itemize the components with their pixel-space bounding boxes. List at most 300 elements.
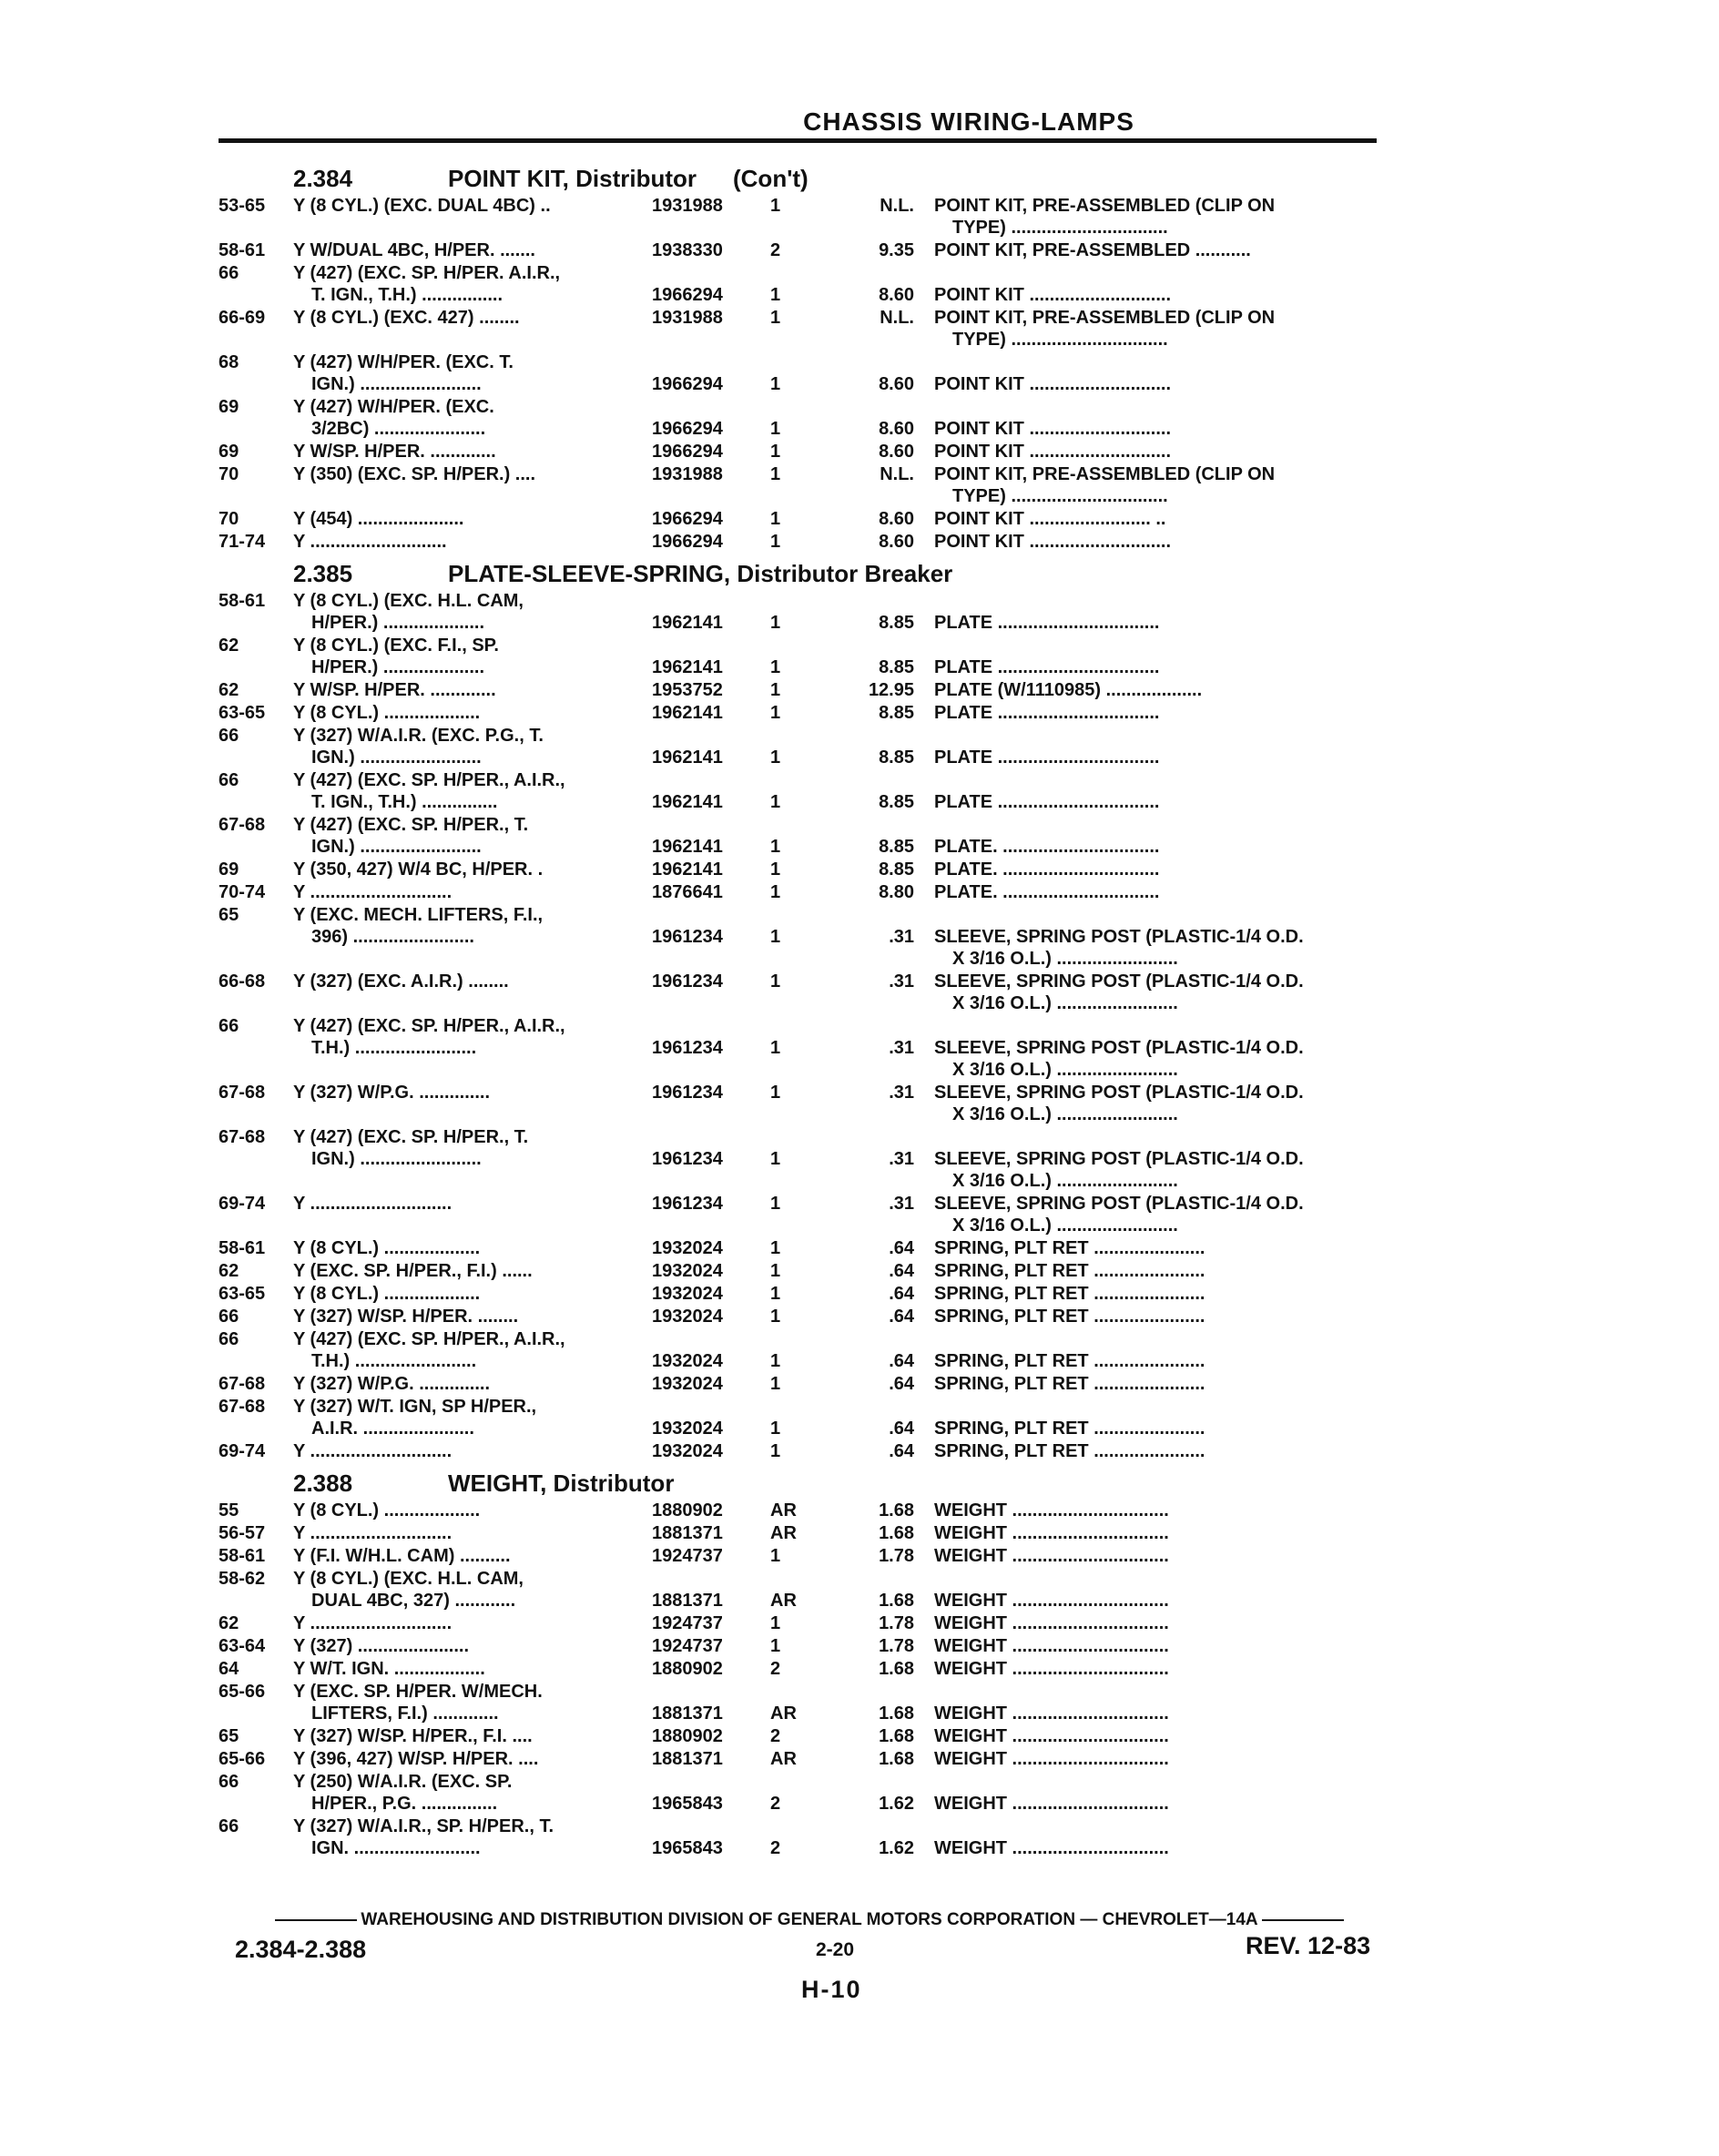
description-line: WEIGHT ............................... [934,1636,1169,1656]
description-line: PLATE. ............................... [934,837,1160,857]
quantity: 1 [770,1441,781,1461]
application-line: T. IGN., T.H.) ................ [311,285,503,305]
table-row [219,1193,1393,1237]
price: .31 [889,927,914,947]
part-number: 1965843 [652,1794,723,1814]
model-years: 67-68 [219,815,266,835]
model-years: 58-61 [219,240,266,260]
model-years: 67-68 [219,1397,266,1417]
description [934,836,1389,858]
description-line: SPRING, PLT RET ...................... [934,1374,1205,1394]
application [293,1260,657,1282]
price: 1.78 [879,1636,914,1656]
model-years: 53-65 [219,196,266,216]
application-line: Y (327) ...................... [293,1636,470,1656]
application-line: IGN.) ........................ [311,1149,482,1169]
table-row [219,1658,1393,1681]
description [934,531,1389,553]
application [293,1771,657,1815]
part-number: 1924737 [652,1613,723,1633]
description-line: POINT KIT, PRE-ASSEMBLED (CLIP ON [934,308,1276,328]
price: 1.78 [879,1613,914,1633]
description-line: WEIGHT ............................... [934,1794,1169,1814]
description-line: PLATE ................................ [934,657,1160,677]
application-line: Y (327) W/T. IGN, SP H/PER., [293,1397,537,1417]
application-line: Y (327) W/P.G. .............. [293,1374,490,1394]
price: .64 [889,1419,914,1439]
model-years: 62 [219,1261,239,1281]
application [293,531,657,553]
part-number: 1881371 [652,1523,723,1543]
description [934,881,1389,903]
application [293,1635,657,1657]
price: .64 [889,1351,914,1371]
application [293,881,657,903]
application-line: Y (427) (EXC. SP. H/PER., T. [293,1127,529,1147]
part-number: 1966294 [652,532,723,552]
application-line: H/PER.) .................... [311,613,485,633]
application-line: Y ............................ [293,882,453,902]
description [934,1545,1389,1567]
table-row [219,1635,1393,1658]
price: .31 [889,1194,914,1214]
description [934,1193,1389,1236]
application-line: Y (8 CYL.) (EXC. F.I., SP. [293,636,499,656]
application-line: H/PER.) .................... [311,657,485,677]
application-line: Y (8 CYL.) (EXC. H.L. CAM, [293,1569,524,1589]
section-name: PLATE-SLEEVE-SPRING, Distributor Breaker [448,560,953,587]
price: .31 [889,1149,914,1169]
application-line: T.H.) ........................ [311,1351,477,1371]
part-number: 1962141 [652,703,723,723]
quantity: 1 [770,509,781,529]
quantity: AR [770,1523,797,1543]
price: 1.68 [879,1726,914,1746]
quantity: AR [770,1500,797,1520]
application-line: Y W/SP. H/PER. ............. [293,442,496,462]
application-line: Y ............................ [293,1441,453,1461]
application [293,1306,657,1327]
model-years: 55 [219,1500,239,1520]
price: .64 [889,1238,914,1258]
model-years: 65 [219,905,239,925]
description-line: PLATE ................................ [934,703,1160,723]
application-line: Y (427) (EXC. SP. H/PER., A.I.R., [293,770,565,790]
price: 1.68 [879,1703,914,1724]
application-line: Y (EXC. SP. H/PER. W/MECH. [293,1682,543,1702]
model-years: 62 [219,1613,239,1633]
table-row [219,1725,1393,1748]
description [934,441,1389,463]
application-line: Y (EXC. MECH. LIFTERS, F.I., [293,905,544,925]
description [934,1837,1389,1859]
price: 12.95 [868,680,914,700]
description-line: SLEEVE, SPRING POST (PLASTIC-1/4 O.D. [934,971,1304,992]
part-number: 1932024 [652,1441,723,1461]
application [293,1500,657,1521]
description [934,1793,1389,1815]
model-years: 62 [219,680,239,700]
footer-division: WAREHOUSING AND DISTRIBUTION DIVISION OF GENERAL MOTORS CORPORATION — CHEVROLET—14A [235,1910,1384,1930]
description-line: PLATE. ............................... [934,859,1160,880]
quantity: 1 [770,859,781,880]
application-line: Y (8 CYL.) ................... [293,1284,481,1304]
description-line: POINT KIT ............................ [934,285,1172,305]
description [934,1748,1389,1770]
price: 1.62 [879,1794,914,1814]
description [934,1440,1389,1462]
application-line: Y (427) W/H/PER. (EXC. T. [293,352,514,372]
part-number: 1962141 [652,837,723,857]
description [934,1500,1389,1521]
description [934,284,1389,306]
description-line: WEIGHT ............................... [934,1749,1169,1769]
description [934,418,1389,440]
price: 1.68 [879,1591,914,1611]
application [293,1328,657,1372]
price: 8.60 [879,419,914,439]
model-years: 66 [219,1016,239,1036]
application [293,702,657,724]
table-row [219,1681,1393,1725]
description [934,1590,1389,1612]
price: N.L. [880,196,914,216]
application-line: Y ........................... [293,532,447,552]
description-line: WEIGHT ............................... [934,1591,1169,1611]
part-number: 1881371 [652,1591,723,1611]
description [934,656,1389,678]
description [934,926,1389,970]
description-line: SPRING, PLT RET ...................... [934,1307,1205,1327]
table-row [219,1815,1393,1860]
description-line: WEIGHT ............................... [934,1838,1169,1858]
model-years: 65-66 [219,1749,266,1769]
parts-listing [219,158,1393,1860]
description-line: TYPE) ............................... [952,486,1168,506]
table-row [219,1015,1393,1082]
model-years: 58-61 [219,1238,266,1258]
model-years: 69-74 [219,1441,266,1461]
part-number: 1962141 [652,792,723,812]
description [934,971,1389,1014]
model-years: 63-65 [219,703,266,723]
part-number: 1932024 [652,1374,723,1394]
table-row [219,1522,1393,1545]
price: 1.68 [879,1749,914,1769]
part-number: 1931988 [652,196,723,216]
quantity: 1 [770,1083,781,1103]
table-row [219,1396,1393,1440]
quantity: 1 [770,196,781,216]
part-number: 1932024 [652,1351,723,1371]
quantity: 2 [770,240,781,260]
table-row [219,307,1393,351]
table-row [219,441,1393,463]
application [293,1440,657,1462]
application-line: Y (8 CYL.) (EXC. 427) ........ [293,308,520,328]
table-row [219,1440,1393,1463]
table-row [219,1748,1393,1771]
application [293,1237,657,1259]
price: 1.68 [879,1659,914,1679]
model-years: 69 [219,859,239,880]
model-years: 70-74 [219,882,266,902]
application [293,590,657,634]
model-years: 68 [219,352,239,372]
table-row [219,1612,1393,1635]
quantity: AR [770,1703,797,1724]
application-line: Y (327) W/P.G. .............. [293,1083,490,1103]
table-row [219,702,1393,725]
application [293,1545,657,1567]
table-row [219,590,1393,635]
quantity: 1 [770,1546,781,1566]
application-line: Y (327) W/A.I.R., SP. H/PER., T. [293,1816,554,1836]
model-years: 65 [219,1726,239,1746]
price: 8.85 [879,747,914,768]
description [934,463,1389,507]
application [293,725,657,768]
price: 8.85 [879,837,914,857]
part-number: 1966294 [652,442,723,462]
application-line: Y (327) W/A.I.R. (EXC. P.G., T. [293,726,544,746]
part-number: 1961234 [652,1149,723,1169]
application-line: Y (454) ..................... [293,509,464,529]
application-line: Y (427) W/H/PER. (EXC. [293,397,494,417]
quantity: AR [770,1591,797,1611]
part-number: 1931988 [652,308,723,328]
description [934,791,1389,813]
price: N.L. [880,464,914,484]
quantity: 1 [770,792,781,812]
description [934,702,1389,724]
application-line: Y W/T. IGN. .................. [293,1659,485,1679]
quantity: 1 [770,442,781,462]
price: 8.85 [879,792,914,812]
application [293,1725,657,1747]
section-number: 2.388 [293,1470,353,1497]
application-line: Y (350) (EXC. SP. H/PER.) .... [293,464,536,484]
application [293,1015,657,1059]
model-years: 58-62 [219,1569,266,1589]
description [934,508,1389,530]
description-line: POINT KIT ............................ [934,532,1172,552]
quantity: 1 [770,971,781,992]
quantity: 1 [770,419,781,439]
table-row [219,1237,1393,1260]
application-line: Y (EXC. SP. H/PER., F.I.) ...... [293,1261,533,1281]
description-line: POINT KIT ............................ [934,442,1172,462]
description-line: PLATE ................................ [934,792,1160,812]
description-line: POINT KIT, PRE-ASSEMBLED (CLIP ON [934,464,1276,484]
model-years: 66 [219,263,239,283]
price: 1.68 [879,1500,914,1520]
quantity: AR [770,1749,797,1769]
application-line: Y (327) (EXC. A.I.R.) ........ [293,971,509,992]
application-line: Y ............................ [293,1523,453,1543]
application [293,1396,657,1439]
description [934,1350,1389,1372]
application-line: Y (327) W/SP. H/PER., F.I. .... [293,1726,533,1746]
quantity: 1 [770,837,781,857]
application-line: T. IGN., T.H.) ............... [311,792,498,812]
application-line: 396) ........................ [311,927,474,947]
part-number: 1932024 [652,1419,723,1439]
table-row [219,531,1393,554]
application [293,904,657,948]
quantity: 1 [770,374,781,394]
application [293,1283,657,1305]
quantity: 2 [770,1838,781,1858]
application [293,814,657,858]
application-line: Y (350, 427) W/4 BC, H/PER. . [293,859,544,880]
title-rule [219,138,1377,143]
table-row [219,1373,1393,1396]
application [293,262,657,306]
footer-revision: REV. 12-83 [1246,1932,1371,1959]
model-years: 66-69 [219,308,266,328]
part-number: 1961234 [652,927,723,947]
description [934,1703,1389,1724]
model-years: 67-68 [219,1127,266,1147]
description-line: SPRING, PLT RET ...................... [934,1238,1205,1258]
quantity: 1 [770,308,781,328]
description-line: PLATE ................................ [934,747,1160,768]
section-heading [219,554,1393,590]
page-title: CHASSIS WIRING-LAMPS [803,107,1134,136]
application-line: Y (427) (EXC. SP. H/PER., T. [293,815,529,835]
table-row [219,1082,1393,1126]
table-row [219,195,1393,239]
price: 1.68 [879,1523,914,1543]
description-line: SLEEVE, SPRING POST (PLASTIC-1/4 O.D. [934,1149,1304,1169]
price: 1.78 [879,1546,914,1566]
application-line: Y (427) (EXC. SP. H/PER., A.I.R., [293,1329,565,1349]
part-number: 1880902 [652,1659,723,1679]
price: .64 [889,1261,914,1281]
part-number: 1880902 [652,1726,723,1746]
application-line: A.I.R. ...................... [311,1419,474,1439]
part-number: 1932024 [652,1284,723,1304]
application-line: Y (427) (EXC. SP. H/PER. A.I.R., [293,263,561,283]
description [934,1306,1389,1327]
quantity: 1 [770,532,781,552]
application [293,1568,657,1612]
application [293,1193,657,1215]
price: .64 [889,1374,914,1394]
table-row [219,679,1393,702]
application-line: T.H.) ........................ [311,1038,477,1058]
description-line: POINT KIT, PRE-ASSEMBLED (CLIP ON [934,196,1276,216]
section-name: POINT KIT, Distributor [448,165,697,192]
application-line: IGN. ......................... [311,1838,481,1858]
application-line: Y (327) W/SP. H/PER. ........ [293,1307,519,1327]
description-line: PLATE (W/1110985) ................... [934,680,1203,700]
model-years: 66 [219,726,239,746]
section-heading [219,158,1393,195]
part-number: 1880902 [652,1500,723,1520]
description [934,307,1389,351]
application-line: Y (8 CYL.) (EXC. DUAL 4BC) .. [293,196,551,216]
description [934,1725,1389,1747]
quantity: 1 [770,1149,781,1169]
table-row [219,1568,1393,1612]
application-line: Y (427) (EXC. SP. H/PER., A.I.R., [293,1016,565,1036]
table-row [219,1328,1393,1373]
application [293,1658,657,1680]
description-line: SPRING, PLT RET ...................... [934,1351,1205,1371]
model-years: 66 [219,1329,239,1349]
price: 8.60 [879,532,914,552]
table-row [219,1500,1393,1522]
model-years: 66 [219,1307,239,1327]
description [934,1612,1389,1634]
part-number: 1962141 [652,613,723,633]
table-row [219,1260,1393,1283]
application [293,859,657,880]
model-years: 69 [219,397,239,417]
quantity: 1 [770,680,781,700]
description [934,1418,1389,1439]
application [293,1681,657,1724]
model-years: 66 [219,1772,239,1792]
table-row [219,1306,1393,1328]
section-name: WEIGHT, Distributor [448,1470,675,1497]
table-row [219,1283,1393,1306]
model-years: 67-68 [219,1374,266,1394]
description-line: PLATE ................................ [934,613,1160,633]
application-line: Y W/SP. H/PER. ............. [293,680,496,700]
description [934,747,1389,768]
application [293,1373,657,1395]
table-row [219,725,1393,769]
part-number: 1961234 [652,1038,723,1058]
application-line: LIFTERS, F.I.) ............. [311,1703,499,1724]
model-years: 63-65 [219,1284,266,1304]
application [293,1126,657,1170]
description-line: POINT KIT ............................ [934,419,1172,439]
price: 8.85 [879,703,914,723]
application [293,1082,657,1103]
quantity: 1 [770,1374,781,1394]
application [293,1612,657,1634]
application [293,307,657,329]
quantity: 1 [770,1419,781,1439]
section-number: 2.385 [293,560,353,587]
description-line: POINT KIT ........................ .. [934,509,1166,529]
application-line: IGN.) ........................ [311,837,482,857]
price: 8.85 [879,613,914,633]
description-line: SLEEVE, SPRING POST (PLASTIC-1/4 O.D. [934,1194,1304,1214]
application-line: Y (8 CYL.) ................... [293,703,481,723]
application-line: Y (8 CYL.) ................... [293,1500,481,1520]
model-years: 70 [219,509,239,529]
table-row [219,904,1393,971]
table-row [219,1771,1393,1815]
price: .64 [889,1284,914,1304]
application-line: Y ............................ [293,1194,453,1214]
price: 8.80 [879,882,914,902]
application-line: H/PER., P.G. ............... [311,1794,498,1814]
description-line: TYPE) ............................... [952,218,1168,238]
description-line: X 3/16 O.L.) ........................ [952,1171,1178,1191]
model-years: 58-61 [219,591,266,611]
price: 8.60 [879,509,914,529]
model-years: 67-68 [219,1083,266,1103]
description [934,1373,1389,1395]
part-number: 1966294 [652,285,723,305]
table-row [219,814,1393,859]
